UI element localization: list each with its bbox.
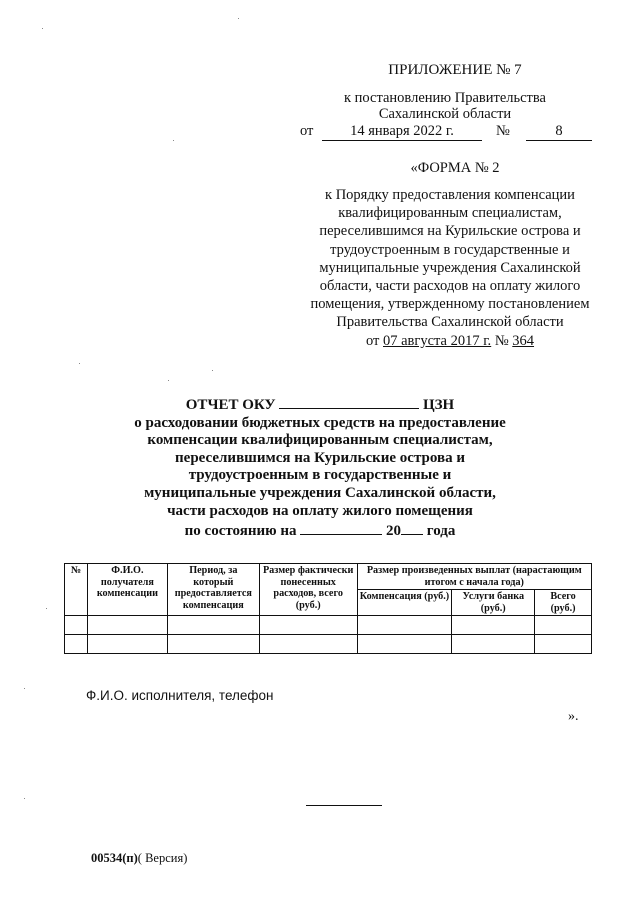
order-line: квалифицированным специалистам, <box>338 205 562 222</box>
order-line: муниципальные учреждения Сахалинской <box>319 259 581 276</box>
report-line: переселившимся на Курильские острова и <box>175 449 465 466</box>
scan-speck <box>168 380 169 381</box>
asof-date-blank <box>300 520 382 535</box>
table-header-row <box>65 564 592 590</box>
table-row <box>65 635 592 654</box>
scan-speck <box>42 28 43 29</box>
col-period-header: Период, за который предоставляется компенсация <box>167 564 259 616</box>
col-fio-header: Ф.И.О. получателя компенсации <box>87 564 167 616</box>
col-bank-services-header: Услуги банка (руб.) <box>452 590 535 616</box>
order-line: переселившимся на Курильские острова и <box>319 223 581 240</box>
form-title: «ФОРМА № 2 <box>410 160 500 176</box>
order-date: 07 августа 2017 г. <box>383 332 492 349</box>
report-asof-line <box>120 520 520 541</box>
order-line: трудоустроенным в государственные и <box>330 241 570 258</box>
resolution-number: 8 <box>526 123 592 141</box>
table-cell <box>65 635 88 654</box>
report-line: трудоустроенным в государственные и <box>188 467 452 484</box>
table-cell <box>65 616 88 635</box>
order-reference <box>290 186 610 350</box>
executor-label: Ф.И.О. исполнителя, телефон <box>86 688 274 703</box>
report-line: компенсации квалифицированным специалистам, <box>147 432 493 449</box>
table-cell <box>357 635 452 654</box>
signature-line <box>306 805 382 806</box>
order-date-prefix: от <box>365 332 380 349</box>
table-row <box>65 616 592 635</box>
table-cell <box>357 616 452 635</box>
order-number-label: № <box>494 332 509 349</box>
col-payments-group-header: Размер произведенных выплат (нарастающим итогом с начала года) <box>357 564 591 590</box>
date-prefix: от <box>300 123 314 139</box>
col-compensation-header: Компенсация (руб.) <box>357 590 452 616</box>
scan-speck <box>24 688 25 689</box>
report-title-left: ОТЧЕТ ОКУ <box>185 397 276 413</box>
report-line: части расходов на оплату жилого помещения <box>167 502 473 519</box>
order-date-line <box>290 332 610 350</box>
document-code-number: 00534(п) <box>91 851 138 865</box>
scan-speck <box>79 363 80 364</box>
resolution-line-2: Сахалинской области <box>378 106 512 122</box>
scan-speck <box>24 798 25 799</box>
report-table <box>64 563 592 654</box>
report-line: муниципальные учреждения Сахалинской области, <box>144 484 496 501</box>
table-cell <box>259 635 357 654</box>
table-cell <box>259 616 357 635</box>
report-heading <box>120 394 520 541</box>
table-cell <box>452 616 535 635</box>
appendix-title: ПРИЛОЖЕНИЕ № 7 <box>388 62 522 78</box>
table-cell <box>535 616 592 635</box>
scan-speck <box>173 140 174 141</box>
order-number: 364 <box>512 332 535 349</box>
document-code-version: ( Версия) <box>137 851 188 865</box>
table-cell <box>535 635 592 654</box>
organization-blank <box>279 394 419 409</box>
closing-quote: ». <box>568 709 579 724</box>
order-line: помещения, утвержденному постановлением <box>310 296 590 313</box>
scan-speck <box>238 18 239 19</box>
asof-prefix: по состоянию на <box>184 523 297 540</box>
asof-suffix: года <box>426 523 456 540</box>
asof-year-blank <box>401 520 423 535</box>
col-number-header: № <box>65 564 88 616</box>
order-line: области, части расходов на оплату жилого <box>319 278 581 295</box>
scan-speck <box>46 608 47 609</box>
table-cell <box>87 616 167 635</box>
table-cell <box>167 635 259 654</box>
report-line: о расходовании бюджетных средств на предоставление <box>134 414 506 431</box>
resolution-line-1: к постановлению Правительства <box>344 90 546 106</box>
col-actual-expenses-header: Размер фактически понесенных расходов, всего (руб.) <box>259 564 357 616</box>
table-cell <box>167 616 259 635</box>
report-title-right: ЦЗН <box>422 397 455 413</box>
col-total-header: Всего (руб.) <box>535 590 592 616</box>
order-line: к Порядку предоставления компенсации <box>325 187 575 203</box>
report-title-line <box>120 394 520 415</box>
table-cell <box>87 635 167 654</box>
resolution-date: 14 января 2022 г. <box>322 123 482 141</box>
asof-year: 20 <box>386 523 401 540</box>
order-line: Правительства Сахалинской области <box>336 314 564 331</box>
scan-speck <box>212 370 213 371</box>
resolution-date-row <box>300 123 592 143</box>
table-cell <box>452 635 535 654</box>
document-code <box>91 851 187 866</box>
number-label: № <box>496 123 510 139</box>
